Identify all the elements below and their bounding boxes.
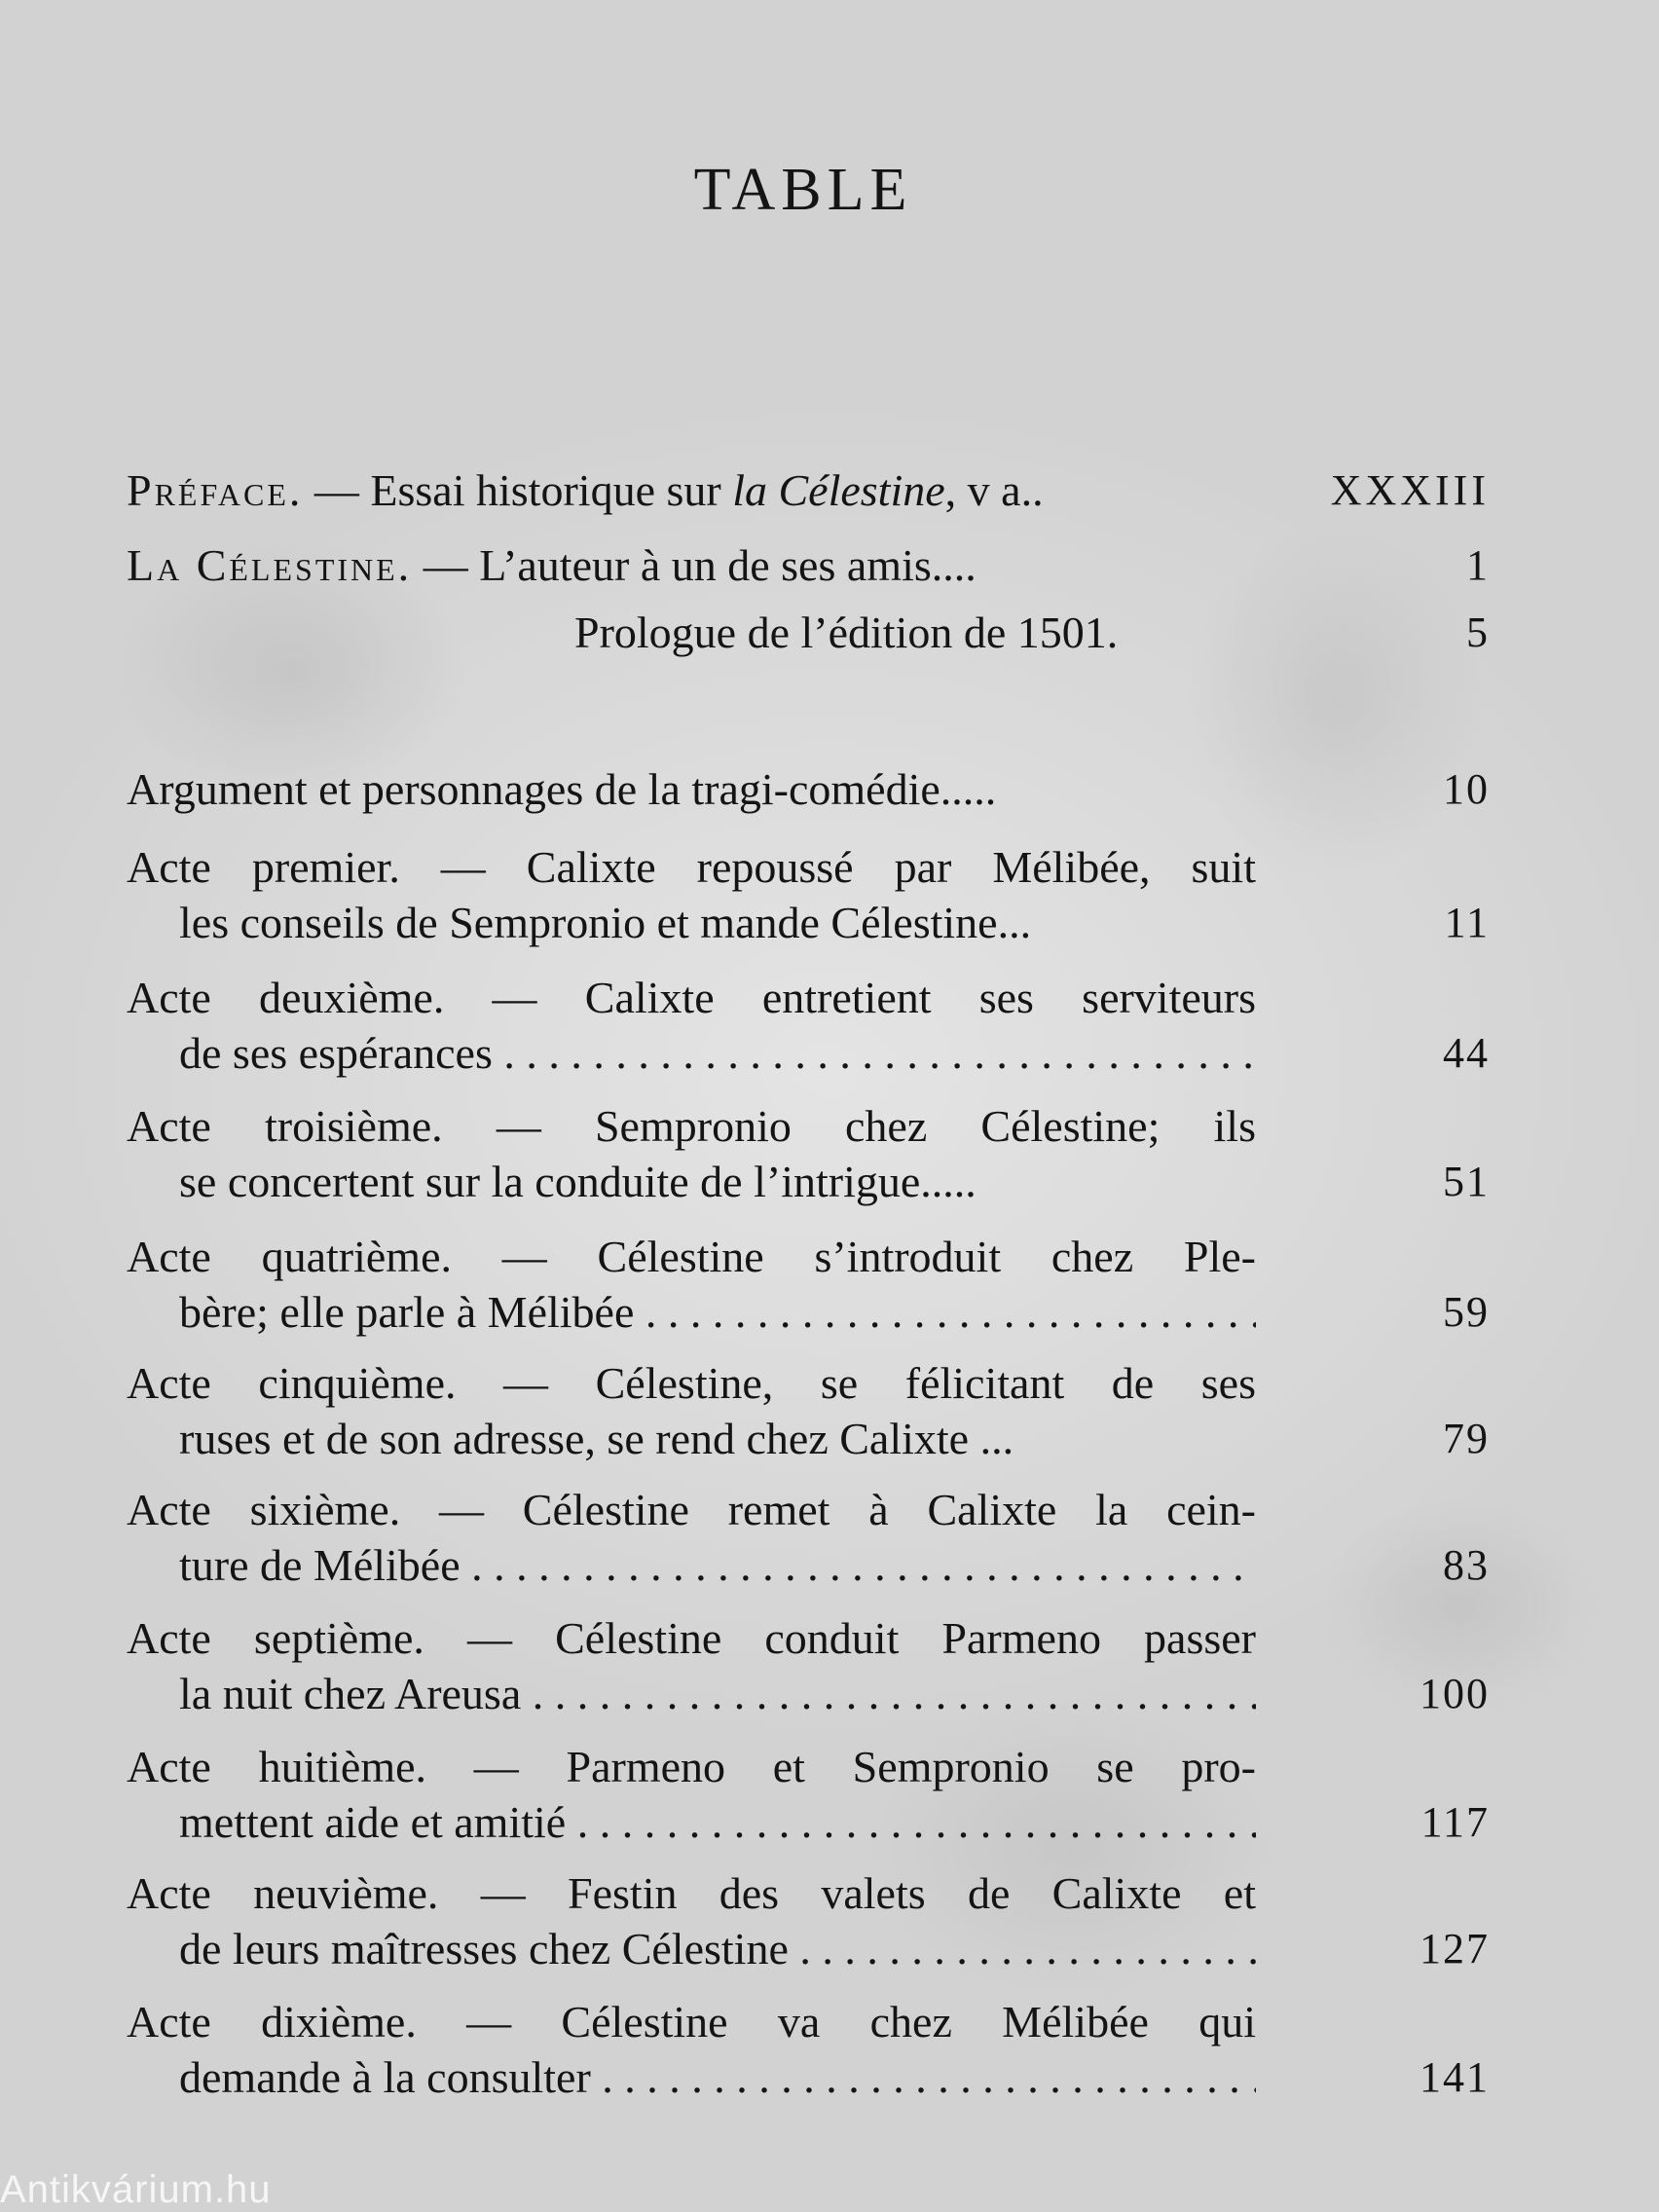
toc-line (127, 761, 1490, 817)
toc-line (127, 1154, 1490, 1209)
toc-text: la nuit chez Areusa . . . (179, 1666, 1256, 1721)
toc-text: de leurs maîtresses chez Célestine . . . (179, 1921, 1256, 1976)
page-number: 79 (1443, 1415, 1490, 1462)
toc-text: bère; elle parle à Mélibée . . . (179, 1284, 1256, 1340)
toc-line (127, 1610, 1490, 1666)
toc-text: Acte cinquième. — Célestine, se félicitant de ses (127, 1358, 1256, 1408)
toc-entry (127, 1739, 1490, 1850)
toc-text: Acte deuxième. — Calixte entretient ses serviteurs (127, 973, 1256, 1022)
page-number: 5 (1466, 608, 1490, 656)
toc-entry (127, 761, 1490, 817)
toc-line (127, 970, 1490, 1025)
toc-line (127, 895, 1490, 950)
preface-text-before: — Essai historique sur (303, 465, 733, 515)
toc-line (127, 1025, 1490, 1081)
toc-entry (127, 1098, 1490, 1209)
preface-text-after: , v a.. (944, 465, 1044, 515)
toc-line (127, 462, 1490, 518)
toc-text: Acte troisième. — Sempronio chez Célestine; ils (127, 1101, 1256, 1151)
toc-line (127, 1482, 1490, 1537)
toc-text: de ses espérances . . . (179, 1025, 1256, 1081)
toc-text (127, 462, 1256, 518)
toc-entry (127, 1482, 1490, 1593)
toc-entry (127, 1610, 1490, 1721)
toc-line (127, 1229, 1490, 1284)
toc-line (127, 1537, 1490, 1593)
page-number: 10 (1443, 765, 1490, 813)
toc-text: ture de Mélibée . . . (179, 1537, 1256, 1593)
toc-entry (127, 1355, 1490, 1466)
toc-text: mettent aide et amitié . . . (179, 1794, 1256, 1850)
watermark: Antikvárium.hu (0, 2168, 272, 2211)
toc-text: Acte septième. — Célestine conduit Parmeno passer (127, 1613, 1256, 1663)
toc-line (127, 605, 1490, 660)
toc-text: Acte neuvième. — Festin des valets de Calixte et (127, 1868, 1256, 1918)
toc-line (127, 537, 1490, 593)
toc-line (127, 1865, 1490, 1921)
toc-line (127, 839, 1490, 895)
toc-text: les conseils de Sempronio et mande Célestine... (179, 898, 1032, 947)
toc-entry (127, 1865, 1490, 1976)
page-number: 83 (1443, 1541, 1490, 1589)
toc-line (127, 1666, 1490, 1721)
toc-text: ruses et de son adresse, se rend chez Calixte ... (179, 1414, 1014, 1463)
toc-entry (127, 839, 1490, 950)
toc-line (127, 2049, 1490, 2105)
toc-entry (127, 970, 1490, 1081)
toc-text: se concertent sur la conduite de l’intrigue..... (179, 1157, 977, 1206)
page-number: 127 (1419, 1925, 1490, 1972)
celestine-label: La Célestine. (127, 540, 413, 590)
toc-text: Argument et personnages de la tragi-comédie..... (127, 764, 997, 814)
toc-text: Acte sixième. — Célestine remet à Calixte la cein- (127, 1485, 1256, 1534)
page-number: 141 (1419, 2053, 1490, 2101)
toc-entry-celestine (127, 537, 1490, 660)
page-number: 100 (1419, 1670, 1490, 1717)
toc-line (127, 1098, 1490, 1154)
toc-line (127, 1284, 1490, 1340)
page-number: 59 (1443, 1288, 1490, 1336)
page-number: 11 (1444, 899, 1490, 946)
toc-line (127, 1921, 1490, 1976)
preface-label: Préface. (127, 465, 304, 515)
celestine-text: — L’auteur à un de ses amis.... (412, 540, 977, 590)
toc-line (127, 1739, 1490, 1794)
toc-entry (127, 1994, 1490, 2105)
toc-text: Acte huitième. — Parmeno et Sempronio se pro- (127, 1742, 1256, 1791)
toc-entry-preface (127, 462, 1490, 518)
page-number: 44 (1443, 1029, 1490, 1077)
toc-text: Acte quatrième. — Célestine s’introduit chez Ple- (127, 1232, 1256, 1281)
toc-text: demande à la consulter . . . (179, 2049, 1256, 2105)
page-number: XXXIII (1330, 466, 1490, 514)
page-number: 1 (1466, 541, 1490, 589)
page-title: TABLE (693, 157, 913, 223)
toc-entry (127, 1229, 1490, 1340)
toc-line (127, 1994, 1490, 2049)
preface-text-italic: la Célestine (732, 465, 945, 515)
toc-line (127, 1794, 1490, 1850)
toc-text: Acte dixième. — Célestine va chez Mélibée qui (127, 1997, 1256, 2046)
toc-line (127, 1411, 1490, 1466)
toc-text: Acte premier. — Calixte repoussé par Mélibée, suit (127, 842, 1256, 892)
page-number: 51 (1443, 1158, 1490, 1205)
toc-subtext: Prologue de l’édition de 1501. (574, 608, 1119, 657)
toc-line (127, 1355, 1490, 1411)
page-number: 117 (1420, 1798, 1490, 1846)
toc-text (127, 537, 1256, 593)
